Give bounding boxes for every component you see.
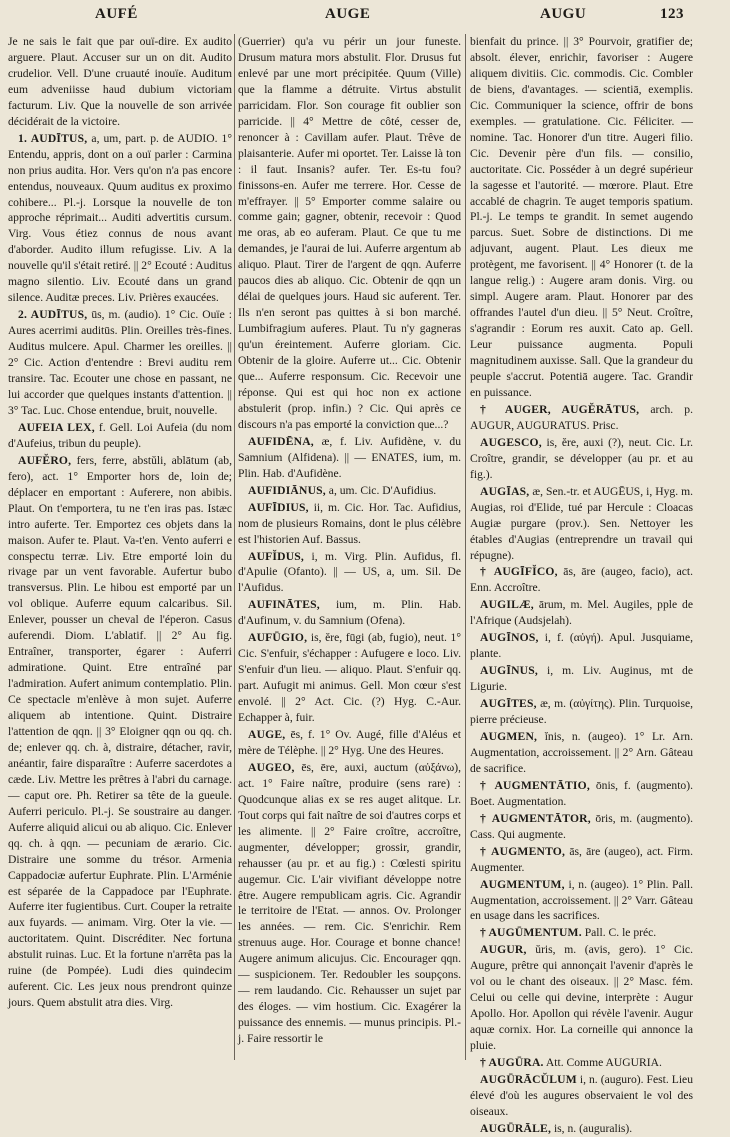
dictionary-entry: [470, 696, 693, 728]
column-divider: [234, 34, 235, 1060]
entry-headword: † AUGMENTO,: [480, 844, 566, 858]
entry-text: Pall. C. le préc.: [584, 926, 657, 940]
entry-headword: AUGESCO,: [480, 435, 542, 449]
dictionary-entry: [238, 597, 461, 629]
entry-text: ēs, ēre, auxi, auctum (αὐξάνω), act. 1° Faire naître, produire (sens rare) : Quodcunque alias ex se res auget alitque. Lr. Tout corps qui fait naître de soi d'autres corps et les alimente. || 2° Faire croître, accroître, augmenter, développer; grossir, grandir, rehausser (au pr. et au fig.) : Cœlesti spiritu augemur. Cic. L'air vivifiant développe notre être. Augere rempublicam agris. Cic. Agrandir le territoire de l'Etat. — annos. Ov. Prolonger les années. — rem. Cic. S'enrichir. Rem strenuus auge. Hor. Courage et bonne chance! Augere animum alicujus. Cic. Encourager qqn. — suspicionem. Ter. Redoubler les soupçons. — rem laudando. Cic. Rehausser un sujet par des éloges. — vim hostium. Cic. Exagérer la puissance des ennemis. — munus principis. Pl.-j. Faire ressortir le: [238, 760, 461, 1046]
entry-headword: AUFĔRO,: [18, 453, 72, 467]
dictionary-entry: [470, 877, 693, 925]
dictionary-entry: [470, 1055, 693, 1071]
dictionary-entry: [8, 307, 232, 419]
guide-word-left: AUFÉ: [95, 6, 138, 22]
entry-text: a, um, part. p. de AUDIO. 1° Entendu, appris, dont on a ouï parler : Carmina non prius audita. Hor. Vers qu'on n'a pas encore entendus, nouveaux. Quum auditus ex proximo cohibere... Pl.-j. Lorsque la nouvelle de ton approche réprimait... Auditi advertitis cursum. Virg. Vous étiez connus de nous avant d'aborder. Audito illum refugisse. Liv. A la nouvelle qu'il s'était retiré. || 2° Ecouté : Auditus magno silentio. Liv. Ecouté dans un grand silence. Auditæ preces. Liv. Prières exaucées.: [8, 131, 232, 305]
dictionary-entry: [470, 34, 693, 401]
entry-text: ēs, f. 1° Ov. Augé, fille d'Aléus et mère de Télèphe. || 2° Hyg. Une des Heures.: [238, 727, 461, 757]
entry-text: i, f. (αὐγή). Apul. Jusquiame, plante.: [470, 631, 693, 661]
entry-headword: AUFĪDIUS,: [248, 500, 309, 514]
entry-headword: AUGE,: [248, 727, 286, 741]
entry-text: is, ĕre, fūgi (ab, fugio), neut. 1° Cic. S'enfuir, s'échapper : Aufugere e loco. Liv. S'enfuir d'un lieu. — aliquo. Plaut. S'enfuir qq. part. Aufugit mi animus. Gell. Mon cœur s'est envolé. || 2° Act. Cic. (?) Hyg. C.-Aur. Echapper à, fuir.: [238, 631, 461, 725]
entry-text: ŭris, m. (avis, gero). 1° Cic. Augure, prêtre qui annonçait l'avenir d'après le vol ou le chant des oiseaux. || 2° Masc. fém. Celui ou celle qui devine, interprète : Augur Apollo. Hor. Apollon qui révèle l'avenir. Augur aquæ cornix. Hor. La corneille qui annonce la pluie.: [470, 943, 693, 1053]
entry-text: Att. Comme AUGURIA.: [545, 1056, 662, 1070]
entry-headword: AUGEO,: [248, 760, 295, 774]
entry-headword: AUGŪRĀLE,: [480, 1121, 552, 1135]
entry-text: æ, Sen.-tr. et AUGĒUS, i, Hyg. m. Augias, roi d'Elide, tué par Hercule : Cloacas Augiæ purgare (prov.). Sen. Nettoyer les étables d'Augias (entreprendre un travail qui répugne).: [470, 484, 694, 562]
dictionary-entry: [238, 500, 461, 548]
entry-headword: † AUGER, AUGĔRĀTUS,: [480, 402, 640, 416]
dictionary-entry: [238, 630, 461, 726]
entry-text: ii, m. Cic. Hor. Tac. Aufidius, nom de plusieurs Romains, dont le plus célèbre est l'historien Auf. Bassus.: [238, 500, 461, 546]
entry-text: i, m. Liv. Auginus, mt de Ligurie.: [470, 664, 693, 694]
dictionary-entry: [470, 778, 693, 810]
entry-text: ās, āre (augeo), act. Firm. Augmenter.: [470, 844, 693, 874]
dictionary-entry: [470, 435, 693, 483]
entry-text: ĭnis, n. (augeo). 1° Lr. Arn. Augmentation, accroissement. || 2° Arn. Gâteau de sacrifice.: [470, 729, 694, 775]
entry-text: ūs, m. (audio). 1° Cic. Ouïe : Aures acerrimi auditūs. Plin. Oreilles très-fines. Auditus mulcere. Apul. Charmer les oreilles. || 2° Cic. Action d'entendre : Brevi auditu rem transire. Tac. Ecouter une chose en passant, ne lui accorder que quelques instants d'attention. || 3° Tac. Luc. Chose entendue, bruit, nouvelle.: [8, 308, 232, 417]
dictionary-entry: [8, 34, 232, 130]
dictionary-entry: [470, 925, 693, 941]
dictionary-entry: [238, 434, 461, 482]
entry-headword: AUFIDĒNA,: [248, 434, 314, 448]
entry-headword: 2. AUDĪTUS,: [18, 308, 88, 322]
column-1: [8, 34, 232, 1064]
entry-text: i, n. (augeo). 1° Plin. Pall. Augmentation, accroissement. || 2° Varr. Gâteau en usage dans les sacrifices.: [470, 877, 693, 923]
column-3: [470, 34, 694, 1135]
entry-headword: AUFŪGIO,: [248, 631, 308, 645]
entry-text: æ, f. Liv. Aufidène, v. du Samnium (Alfidena). || — ENATES, ium, m. Plin. Hab. d'Aufidène.: [238, 434, 461, 480]
entry-headword: AUGĪNOS,: [480, 631, 539, 645]
entry-text: i, m. Virg. Plin. Aufidus, fl. d'Apulie (Ofanto). || — US, a, um. Sil. De l'Aufidus.: [238, 549, 461, 595]
entry-text: bienfait du prince. || 3° Pourvoir, gratifier de; absolt. élever, enrichir, favoriser : Augere aliquem divitiis. Cic. commodis. Cic. Combler de biens, d'avantages. — scientiā, exemplis. Cic. Communiquer la science, offrir de bons exemples. — gratulatione. Cic. Féliciter. — nomine. Tac. Honorer d'un titre. Augeri filio. Cic. Devenir père d'un fils. — consilio, auctoritate. Cic. Posséder à un degré supérieur la sagesse et l'autorité. — mœrore. Plaut. Etre accablé de chagrin. Te auget temporis spatium. Pl.-j. Le temps te grandit. In semet augendo parcus. Suet. Sobre de distinctions. Di me adjuvant, augent. Plaut. Les dieux me protègent, me favorisent. || 4° Honorer (t. de la langue relig.) : Augere aram donis. Virg. ou simpl. Augere aram. Plaut. Honorer par des offrandes l'autel d'un dieu. || 5° Neut. Croître, s'agrandir : Eorum res auxit. Cato ap. Gell. Leur puissance augmenta. Populi magnitudinem auxisse. Sall. Que la grandeur du peuple s'accrut. Potentiā augere. Tac. Grandir en puissance.: [470, 35, 693, 399]
dictionary-entry: [470, 630, 693, 662]
dictionary-entry: [470, 597, 693, 629]
entry-text: arch. p. AUGUR, AUGURATUS. Prisc.: [470, 402, 693, 432]
entry-text: (Guerrier) qu'a vu périr un jour funeste. Drusum matura mors abstulit. Flor. Drusus fut enlevé par une mort précipitée. Quum (Ville) que la flamme a détruite. Virtus abstulit parricidam. Flor. Son courage fit oublier son parricide. || 4° Mettre de côté, cesser de, renoncer à : Cavillam aufer. Plaut. Trêve de plaisanterie. Aufer mi oportet. Ter. Laisse là ton : il faut. Insanis? aufer. Ter. Es-tu fou? finissons-en. Aufer me terrere. Hor. Cesse de m'effrayer. || 5° Emporter comme salaire ou comme gain; gagner, obtenir, recevoir : Quod me oras, ab eo auferam. Plaut. Ce que tu me demandes, je l'aurai de lui. Auferre argentum ab aliquo. Plaut. Tirer de l'argent de qqn. Auferre paucos dies ab aliquo. Cic. Obtenir de qqn un délai de quelques jours. Haud sic auferent. Ter. Ils n'en seront pas quittes à si bon marché. Lumbifragium auferes. Plaut. Tu n'y gagneras qu'un éreintement. Auferre gloriam. Cic. Obtenir de la gloire. Auferre ut... Cic. Obtenir que... Auferre responsum. Cic. Recevoir une réponse. Qui est qui hoc non ex actione abstulerit (prop. infin.) ? Cic. Qui après ce discours n'a pas emporté la conviction que...?: [238, 35, 461, 431]
entry-headword: AUGILÆ,: [480, 598, 534, 612]
page-number: 123: [660, 6, 684, 22]
entry-text: i, n. (auguro). Fest. Lieu élevé d'où les augures observaient le vol des oiseaux.: [470, 1073, 693, 1118]
entry-text: ōris, m. (augmento). Cass. Qui augmente.: [470, 811, 693, 841]
entry-text: ās, āre (augeo, facio), act. Enn. Accroître.: [470, 565, 693, 595]
dictionary-entry: [470, 1121, 693, 1137]
guide-word-center: AUGE: [325, 6, 371, 22]
entry-text: æ, m. (αὐγίτης). Plin. Turquoise, pierre précieuse.: [470, 697, 693, 727]
entry-headword: AUGMEN,: [480, 729, 538, 743]
entry-headword: AUGĪNUS,: [480, 664, 538, 678]
dictionary-entry: [8, 420, 232, 452]
entry-text: ium, m. Plin. Hab. d'Aufinum, v. du Samnium (Ofena).: [238, 598, 461, 628]
entry-headword: AUGUR,: [480, 943, 527, 957]
entry-text: a, um. Cic. D'Aufidius.: [328, 483, 437, 497]
dictionary-entry: [470, 811, 693, 843]
entry-headword: AUGMENTUM,: [480, 877, 565, 891]
entry-headword: AUFINĀTES,: [248, 598, 320, 612]
entry-headword: AUFIDIĀNUS,: [248, 483, 326, 497]
entry-headword: † AUGŪMENTUM.: [480, 926, 582, 940]
column-2: [238, 34, 461, 1064]
entry-text: f. Gell. Loi Aufeia (du nom d'Aufeius, tribun du peuple).: [8, 420, 233, 450]
dictionary-entry: [470, 663, 693, 695]
entry-headword: AUGĪAS,: [480, 484, 530, 498]
dictionary-entry: [238, 549, 461, 597]
entry-text: ōnis, f. (augmento). Boet. Augmentation.: [470, 778, 693, 808]
guide-word-right: AUGU: [540, 6, 587, 22]
dictionary-entry: [470, 942, 693, 1054]
dictionary-entry: [238, 760, 461, 1047]
entry-headword: † AUGMENTĀTIO,: [480, 778, 590, 792]
entry-headword: AUGĪTES,: [480, 697, 537, 711]
column-divider: [465, 34, 466, 1060]
entry-text: fers, ferre, abstŭli, ablātum (ab, fero), act. 1° Emporter hors de, loin de; déplacer en emportant : Auferere, non abibis. Plaut. On t'emportera, tu ne t'en iras pas. Istæc intro auferte. Ter. Emportez ces objets dans la maison. Aufer te. Plaut. Va-t'en. Vento auferri e conspectu terræ. Liv. Etre emporté loin du rivage par un vent favorable. Aufertur bubo transversus. Plin. Le hibou est emporté par un vol oblique. Auferre equum calcaribus. Sil. Enlever, pousser un cheval de l'éperon. Casus auferendi. Diom. L'ablatif. || 2° Au fig. Entraîner, transporter, égarer : Auferri admiratione. Quint. Etre entraîné par l'admiration. Aufert animum contemplatio. Plin. Ce spectacle m'enlève à mon sujet. Auferre aliquem ab intentione. Quint. Distraire l'attention de qqn. || 3° Eloigner qqn ou qq. ch. de; enlever qq. ch. à, distraire, détacher, ravir, anéantir, faire disparaître : Auferre sacerdotes a cæde. Liv. Mettre les prêtres à l'abri du carnage. — caput ore. Ph. Retirer sa tête de la gueule. Auferri periculo. Pl.-j. Se soustraire au danger. Auferre aliquid alicui ou ab aliquo. Cic. Enlever qq. ch. à qqn. — pecuniam de ærario. Cic. Distraire une somme du trésor. Armenia Cappadociæ aufertur Euphrate. Plin. L'Arménie est séparée de la Cappadoce par l'Euphrate. Auferre iter fugientibus. Curt. Couper la retraite aux fuyards. — animam. Virg. Oter la vie. — auctoritatem. Quint. Discréditer. Nec fortuna abstulit ruinas. Luc. Et la fortune n'arrêta pas la ruine (de Pompée). Ludi dies quindecim auferent. Cic. Les jeux nous prendront quinze jours. Quem abstulit atra dies. Virg.: [8, 453, 232, 1010]
entry-text: ārum, m. Mel. Augiles, pple de l'Afrique (Audsjelah).: [470, 598, 693, 628]
dictionary-entry: [238, 483, 461, 499]
entry-text: Je ne sais le fait que par ouï-dire. Ex audito arguere. Plaut. Accuser sur un on dit. Audito crudelior. Vell. D'une cruauté inouïe. Auditum eum adveniisse haud dubium victoriam facturum. Liv. Que la nouvelle de son arrivée décidérait de la victoire.: [8, 35, 232, 128]
entry-headword: 1. AUDĪTUS,: [18, 131, 88, 145]
dictionary-entry: [470, 402, 693, 434]
dictionary-entry: [8, 131, 232, 306]
entry-text: is, n. (auguralis).: [553, 1121, 633, 1135]
dictionary-entry: [238, 34, 461, 433]
running-head: [0, 6, 730, 30]
dictionary-entry: [470, 1072, 693, 1120]
dictionary-entry: [470, 564, 693, 596]
entry-text: is, ĕre, auxi (?), neut. Cic. Lr. Croître, grandir, se développer (au pr. et au fig.).: [470, 435, 693, 481]
dictionary-entry: [470, 844, 693, 876]
entry-headword: AUFEIA LEX,: [18, 420, 95, 434]
dictionary-entry: [8, 453, 232, 1011]
entry-headword: AUGŪRĀCŬLUM: [480, 1073, 577, 1086]
entry-headword: † AUGMENTĀTOR,: [480, 811, 591, 825]
entry-headword: AUFĬDUS,: [248, 549, 305, 563]
dictionary-entry: [470, 729, 693, 777]
dictionary-entry: [470, 484, 693, 564]
entry-headword: † AUGŪRA.: [480, 1056, 544, 1070]
dictionary-entry: [238, 727, 461, 759]
entry-headword: † AUGĪFĬCO,: [480, 565, 558, 579]
